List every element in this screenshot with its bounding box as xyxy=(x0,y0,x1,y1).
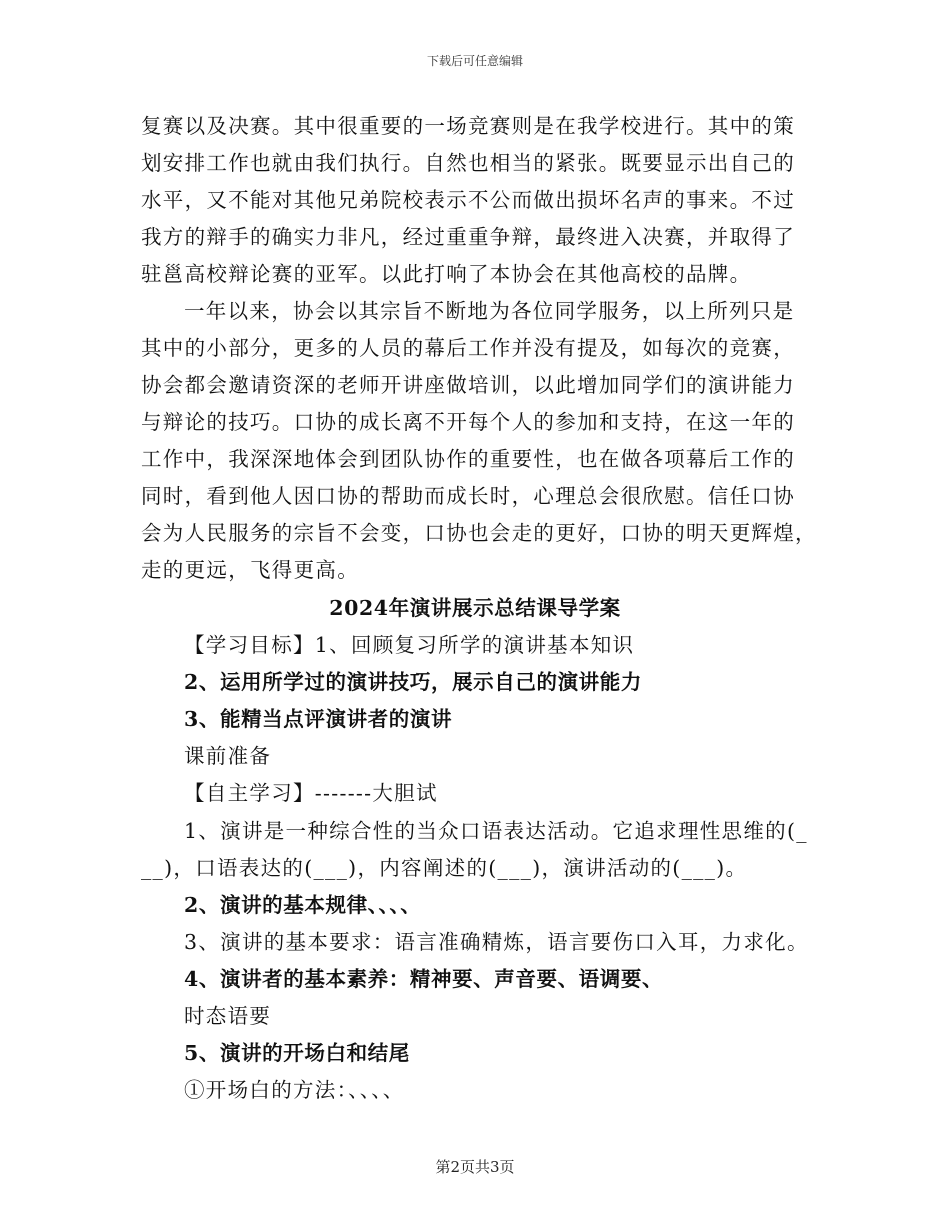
question-5: 5、演讲的开场白和结尾 xyxy=(184,1041,410,1065)
question-2: 2、演讲的基本规律、、、、 xyxy=(184,893,422,917)
question-4-cont: 时态语要 xyxy=(184,1004,272,1028)
body-line: 与辩论的技巧。口协的成长离不开每个人的参加和支持，在这一年的 xyxy=(141,410,795,434)
objective-3: 3、能精当点评演讲者的演讲 xyxy=(184,707,453,731)
body-line: 一年以来，协会以其宗旨不断地为各位同学服务，以上所列只是 xyxy=(184,299,795,323)
body-line: 我方的辩手的确实力非凡，经过重重争辩，最终进入决赛，并取得了 xyxy=(141,225,795,249)
objective-2: 2、运用所学过的演讲技巧，展示自己的演讲能力 xyxy=(184,670,642,694)
body-line: 水平，又不能对其他兄弟院校表示不公而做出损坏名声的事来。不过 xyxy=(141,188,795,212)
body-line: 工作中，我深深地体会到团队协作的重要性，也在做各项幕后工作的 xyxy=(141,447,795,471)
body-line: 同时，看到他人因口协的帮助而成长时，心理总会很欣慰。信任口协 xyxy=(141,484,795,508)
section-title: 2024年演讲展示总结课导学案 xyxy=(329,596,621,620)
body-line: 驻邕高校辩论赛的亚军。以此打响了本协会在其他高校的品牌。 xyxy=(141,262,752,286)
question-1-cont: __)，口语表达的(___)，内容阐述的(___)，演讲活动的(___)。 xyxy=(141,856,748,880)
body-line: 其中的小部分，更多的人员的幕后工作并没有提及，如每次的竞赛， xyxy=(141,336,795,360)
body-line: 复赛以及决赛。其中很重要的一场竞赛则是在我学校进行。其中的策 xyxy=(141,114,795,138)
objective-1: 【学习目标】1、回顾复习所学的演讲基本知识 xyxy=(184,633,635,657)
question-3: 3、演讲的基本要求：语言准确精炼，语言要伤口入耳，力求化。 xyxy=(184,930,809,954)
body-line: 走的更远，飞得更高。 xyxy=(141,558,359,582)
question-5-sub-1: ①开场白的方法：、、、、 xyxy=(184,1078,405,1102)
page-header: 下载后可任意编辑 xyxy=(426,54,523,68)
self-study-label: 【自主学习】-------大胆试 xyxy=(184,781,438,805)
body-line: 划安排工作也就由我们执行。自然也相当的紧张。既要显示出自己的 xyxy=(141,151,795,175)
question-1: 1、演讲是一种综合性的当众口语表达活动。它追求理性思维的(_ xyxy=(184,819,808,843)
question-4: 4、演讲者的基本素养：精神要、声音要、语调要、 xyxy=(184,967,664,991)
prep-label: 课前准备 xyxy=(184,744,272,768)
body-line: 会为人民服务的宗旨不会变，口协也会走的更好，口协的明天更辉煌， xyxy=(141,521,817,545)
page-footer: 第2页共3页 xyxy=(435,1158,515,1176)
body-line: 协会都会邀请资深的老师开讲座做培训，以此增加同学们的演讲能力 xyxy=(141,373,795,397)
